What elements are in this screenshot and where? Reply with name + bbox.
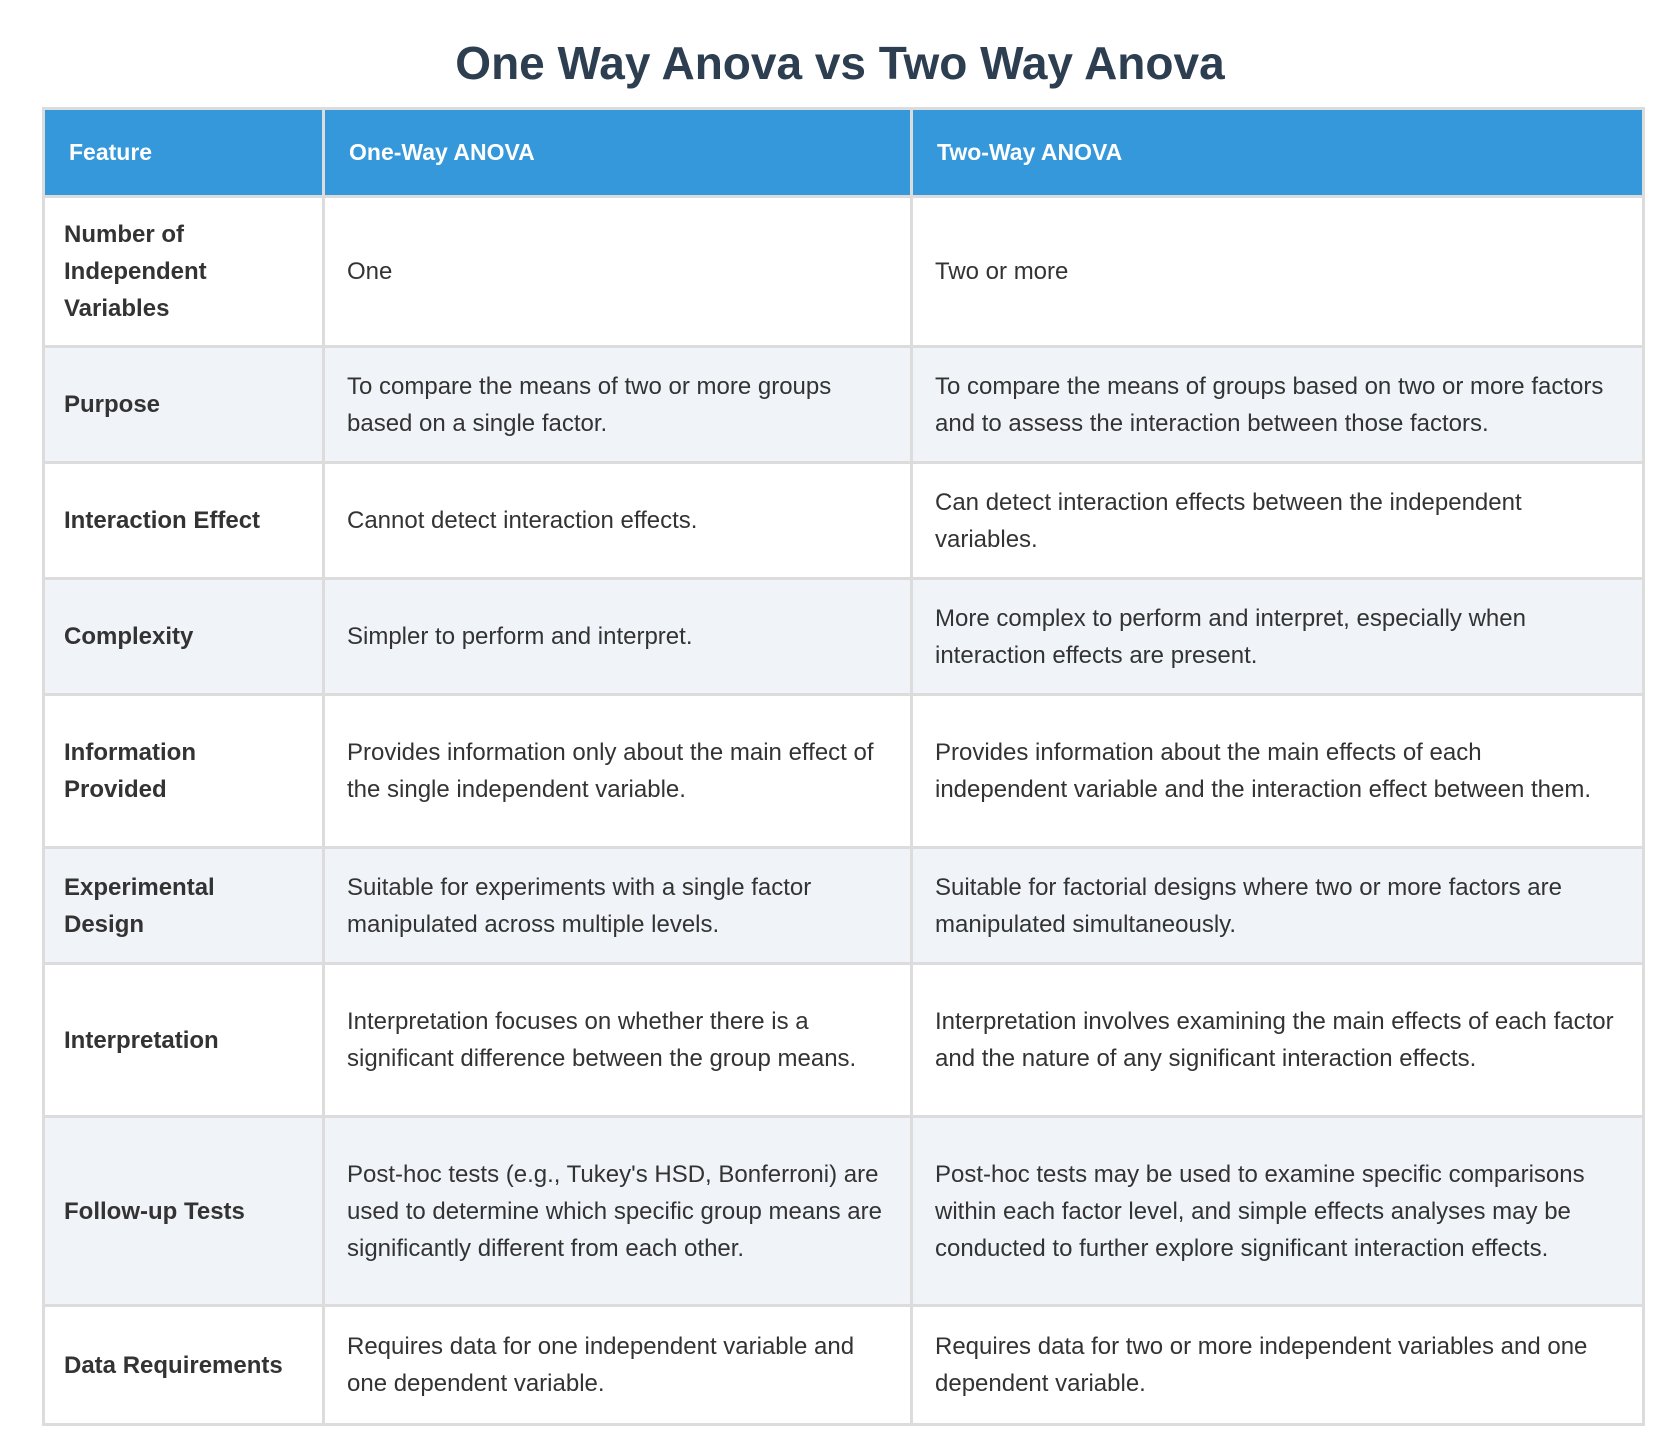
- table-row: [44, 1117, 1644, 1306]
- table-body: [44, 197, 1644, 1425]
- two-way-cell: Post-hoc tests may be used to examine specific comparisons within each factor level, and simple effects analyses may be conducted to further explore significant interaction effects.: [912, 1117, 1644, 1306]
- one-way-cell: To compare the means of two or more groups based on a single factor.: [324, 347, 912, 463]
- one-way-cell: Post-hoc tests (e.g., Tukey's HSD, Bonferroni) are used to determine which specific group means are significantly different from each other.: [324, 1117, 912, 1306]
- feature-cell: Experimental Design: [44, 848, 324, 964]
- feature-cell: Data Requirements: [44, 1306, 324, 1425]
- feature-cell: Interpretation: [44, 964, 324, 1117]
- two-way-cell: Can detect interaction effects between the independent variables.: [912, 463, 1644, 579]
- feature-cell: Number of Independent Variables: [44, 197, 324, 347]
- one-way-cell: Provides information only about the main effect of the single independent variable.: [324, 695, 912, 848]
- two-way-cell: Provides information about the main effects of each independent variable and the interaction effect between them.: [912, 695, 1644, 848]
- page-title: One Way Anova vs Two Way Anova: [455, 37, 1225, 89]
- feature-cell: Information Provided: [44, 695, 324, 848]
- header-row: [44, 109, 1644, 197]
- one-way-cell: Simpler to perform and interpret.: [324, 579, 912, 695]
- comparison-table-container: [42, 107, 1642, 1426]
- table-row: [44, 695, 1644, 848]
- comparison-table: [42, 107, 1645, 1426]
- feature-cell: Interaction Effect: [44, 463, 324, 579]
- one-way-cell: One: [324, 197, 912, 347]
- two-way-cell: More complex to perform and interpret, especially when interaction effects are present.: [912, 579, 1644, 695]
- table-row: [44, 1306, 1644, 1425]
- feature-cell: Purpose: [44, 347, 324, 463]
- table-row: [44, 579, 1644, 695]
- one-way-cell: Requires data for one independent variable and one dependent variable.: [324, 1306, 912, 1425]
- table-row: [44, 964, 1644, 1117]
- two-way-cell: Interpretation involves examining the main effects of each factor and the nature of any significant interaction effects.: [912, 964, 1644, 1117]
- header-one-way-anova: One-Way ANOVA: [324, 109, 912, 197]
- header-two-way-anova: Two-Way ANOVA: [912, 109, 1644, 197]
- two-way-cell: Suitable for factorial designs where two or more factors are manipulated simultaneously.: [912, 848, 1644, 964]
- table-row: [44, 197, 1644, 347]
- header-feature: Feature: [44, 109, 324, 197]
- table-row: [44, 347, 1644, 463]
- feature-cell: Follow-up Tests: [44, 1117, 324, 1306]
- table-header: [44, 109, 1644, 197]
- one-way-cell: Interpretation focuses on whether there is a significant difference between the group means.: [324, 964, 912, 1117]
- two-way-cell: To compare the means of groups based on two or more factors and to assess the interaction between those factors.: [912, 347, 1644, 463]
- two-way-cell: Requires data for two or more independent variables and one dependent variable.: [912, 1306, 1644, 1425]
- two-way-cell: Two or more: [912, 197, 1644, 347]
- feature-cell: Complexity: [44, 579, 324, 695]
- table-row: [44, 848, 1644, 964]
- one-way-cell: Suitable for experiments with a single factor manipulated across multiple levels.: [324, 848, 912, 964]
- table-row: [44, 463, 1644, 579]
- one-way-cell: Cannot detect interaction effects.: [324, 463, 912, 579]
